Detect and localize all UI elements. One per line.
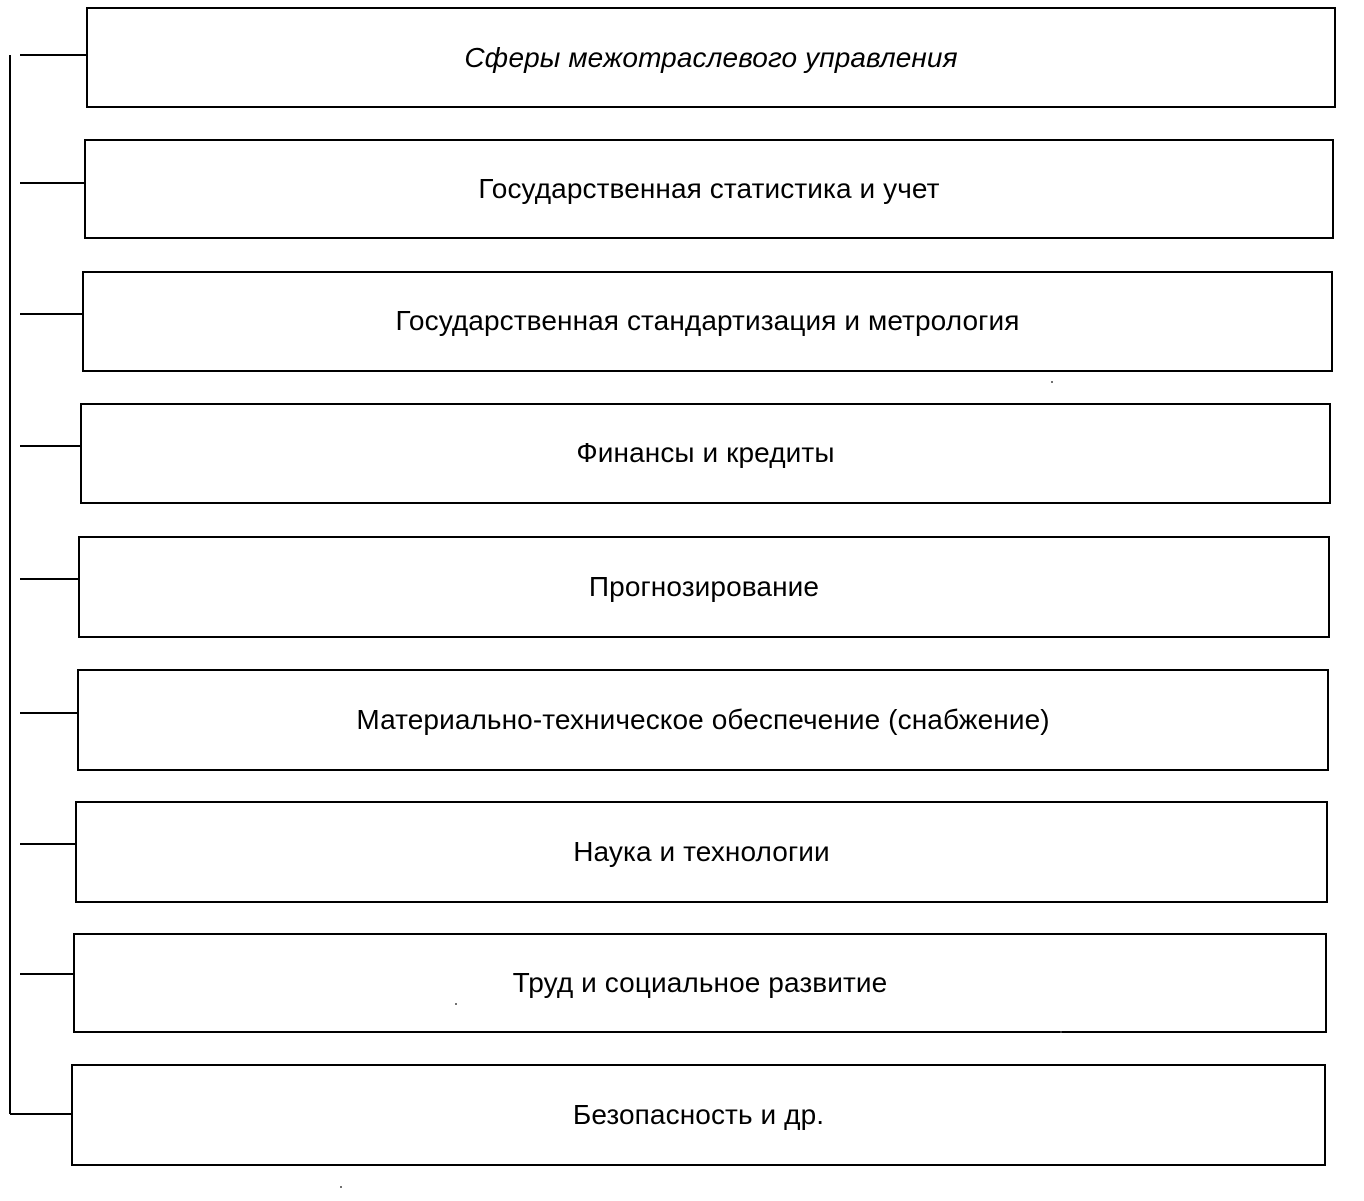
connector-item-3 [20,445,82,447]
connector-title [20,54,88,56]
box-item-6 [75,801,1328,903]
connector-item-2 [20,313,84,315]
item-label-security: Безопасность и др. [572,1098,825,1130]
scan-speck [455,1003,457,1005]
connector-item-4 [20,578,80,580]
item-label-science: Наука и технологии [573,835,830,867]
box-item-8 [71,1064,1326,1166]
scan-speck [1060,1031,1062,1033]
box-item-2 [82,271,1333,372]
connector-item-6 [20,843,76,845]
connector-item-7 [20,973,74,975]
item-label-supply: Материально-техническое обеспечение (снабжение) [356,703,1050,735]
connector-item-5 [20,712,78,714]
connector-spine [9,55,11,1114]
scan-speck [1051,381,1053,383]
diagram-title: Сферы межотраслевого управления [464,42,958,74]
box-item-3 [80,403,1331,504]
connector-item-1 [20,182,86,184]
box-item-4 [78,536,1330,638]
box-title [86,7,1336,108]
item-label-forecasting: Прогнозирование [588,570,820,602]
scan-speck [340,1186,342,1188]
item-label-finance: Финансы и кредиты [576,437,835,469]
item-label-statistics: Государственная статистика и учет [478,172,940,204]
box-item-7 [73,933,1327,1033]
box-item-5 [77,669,1329,771]
item-label-standardization: Государственная стандартизация и метрология [395,305,1020,337]
connector-item-8 [10,1113,72,1115]
box-item-1 [84,139,1334,239]
item-label-labour: Труд и социальное развитие [512,966,888,998]
